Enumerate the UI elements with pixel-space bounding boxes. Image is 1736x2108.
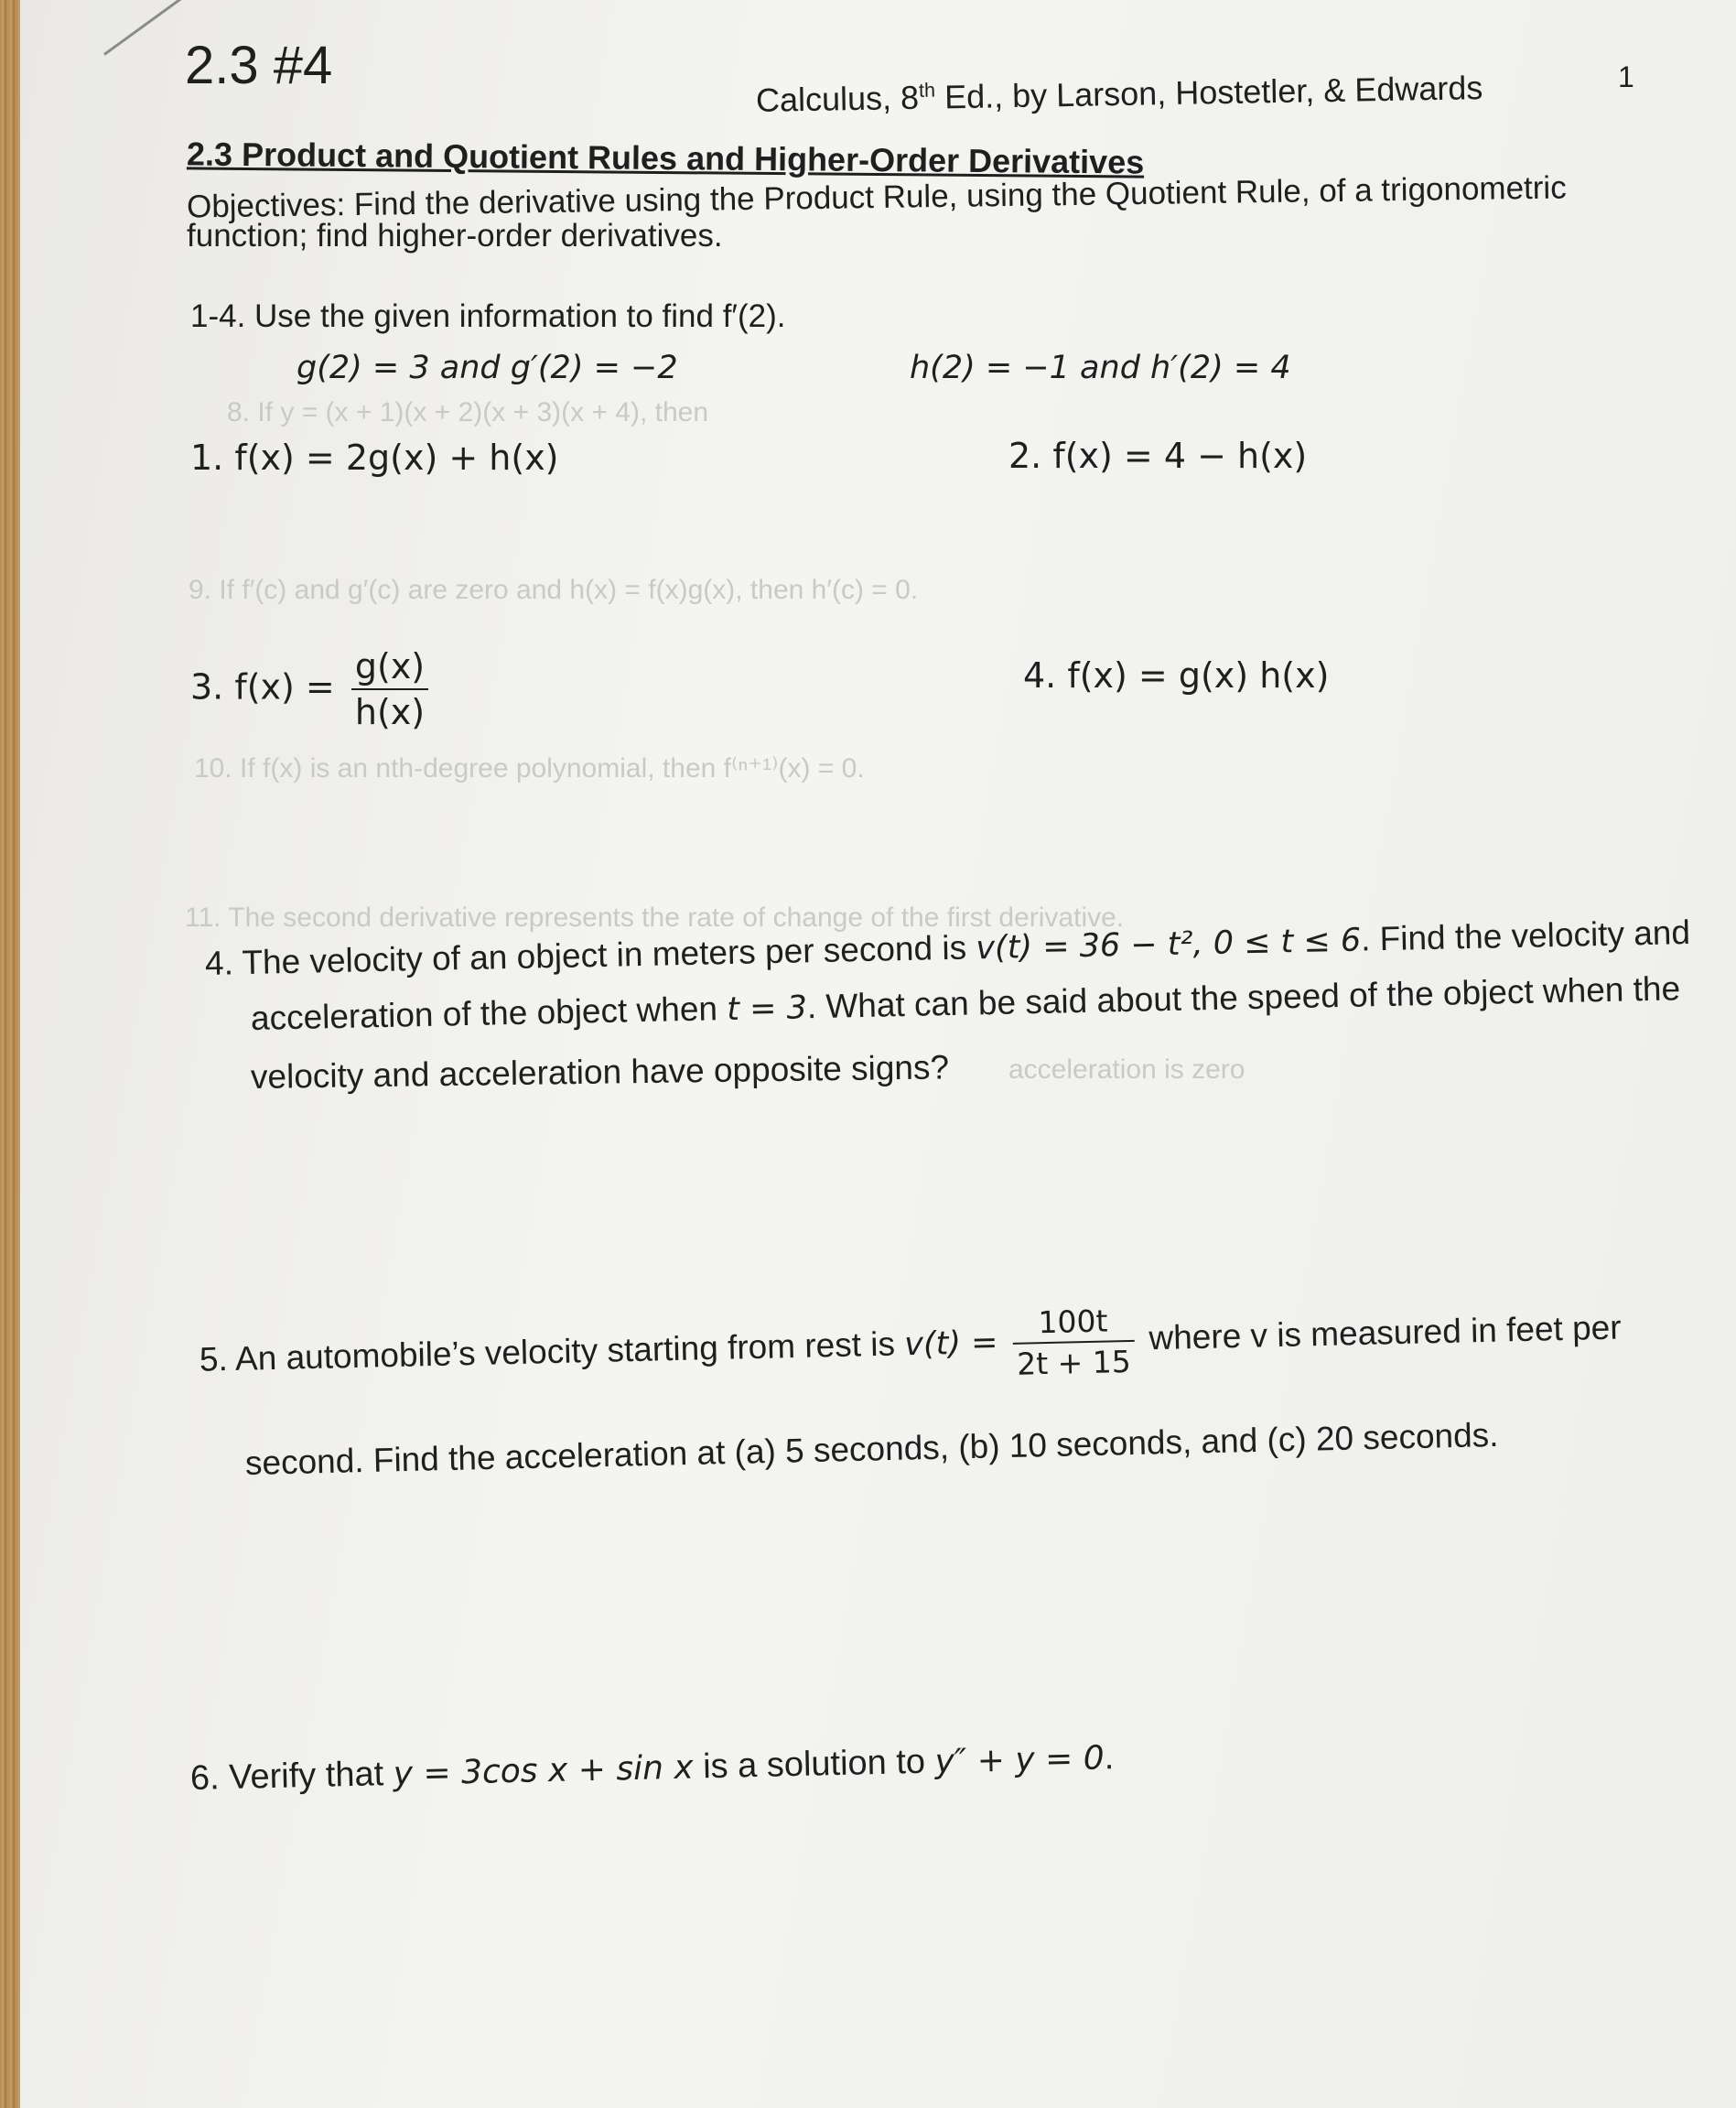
problem4-text-1: 4. The velocity of an object in meters per second is <box>204 928 967 982</box>
problem4-text-2: . Find the velocity and <box>1360 913 1691 958</box>
problem4-text-3: acceleration of the object when <box>250 989 718 1037</box>
problem4-text-4: . What can be said about the speed of the object when the <box>806 969 1681 1026</box>
problem4-line-3: velocity and acceleration have opposite signs? <box>250 1048 950 1096</box>
problem4-time: t = 3 <box>726 989 808 1029</box>
showthrough-line-b: 9. If f′(c) and g′(c) are zero and h(x) = f(x)g(x), then h′(c) = 0. <box>189 575 919 605</box>
problem6-text-2: is a solution to <box>702 1742 926 1787</box>
showthrough-line-a: 8. If y = (x + 1)(x + 2)(x + 3)(x + 4), then <box>227 397 709 427</box>
section-title: 2.3 Product and Quotient Rules and Higher-Order Derivatives <box>186 135 1145 181</box>
showthrough-line-e: acceleration is zero <box>1008 1054 1245 1085</box>
problem-3 <box>190 646 434 732</box>
part1-instruction: 1-4. Use the given information to find f′(2). <box>190 298 786 334</box>
edition-suffix: th <box>918 78 936 102</box>
pencil-mark <box>103 0 187 56</box>
fraction-denominator: h(x) <box>354 692 426 732</box>
showthrough-line-c: 10. If f(x) is an nth-degree polynomial, then f⁽ⁿ⁺¹⁾(x) = 0. <box>194 753 865 784</box>
problem5-fraction <box>1012 1303 1135 1382</box>
given-h: h(2) = −1 and h′(2) = 4 <box>910 350 1291 386</box>
section-number: 2.3 #4 <box>185 36 333 95</box>
showthrough-line-d: 11. The second derivative represents the rate of change of the first derivative. <box>185 903 1125 933</box>
problem6-text-1: 6. Verify that <box>189 1755 384 1798</box>
problem6-function: y = 3cos x + sin x <box>393 1748 695 1793</box>
problem4-line-2 <box>251 969 1681 1038</box>
problem-1: 1. f(x) = 2g(x) + h(x) <box>190 438 559 478</box>
problem-3-label: 3. f(x) = <box>190 666 335 708</box>
objectives-line-1: Objectives: Find the derivative using the Product Rule, using the Quotient Rule, of a trigonometric <box>186 169 1567 225</box>
problem4-velocity-function: v(t) = 36 − t², 0 ≤ t ≤ 6 <box>975 922 1362 968</box>
problem6-period: . <box>1104 1738 1115 1778</box>
book-title: Calculus, 8 <box>755 78 920 119</box>
problem5-text-1: 5. An automobile’s velocity starting from rest is <box>199 1324 896 1378</box>
problem5-lhs: v(t) = <box>903 1324 998 1364</box>
problem6-ode: y″ + y = 0 <box>934 1739 1105 1781</box>
problem-4a: 4. f(x) = g(x) h(x) <box>1023 655 1330 696</box>
book-citation <box>756 69 1483 120</box>
page-number: 1 <box>1618 60 1634 93</box>
objectives-line-2: function; find higher-order derivatives. <box>187 218 723 254</box>
problem5-text-2: where v is measured in feet per <box>1148 1308 1623 1357</box>
given-g: g(2) = 3 and g′(2) = −2 <box>297 350 678 386</box>
table-edge <box>0 0 20 2108</box>
problem6-line <box>190 1738 1115 1799</box>
fraction-numerator: g(x) <box>351 646 428 690</box>
problem5-line-2: second. Find the acceleration at (a) 5 seconds, (b) 10 seconds, and (c) 20 seconds. <box>244 1415 1499 1482</box>
problem5-denominator: 2t + 15 <box>1016 1343 1132 1382</box>
problem-2: 2. f(x) = 4 − h(x) <box>1008 436 1308 476</box>
problem5-line-1 <box>199 1292 1623 1400</box>
worksheet-page <box>20 0 1736 2108</box>
book-authors: Ed., by Larson, Hostetler, & Edwards <box>934 69 1483 116</box>
problem5-numerator: 100t <box>1012 1303 1135 1345</box>
problem-3-fraction <box>351 646 428 732</box>
